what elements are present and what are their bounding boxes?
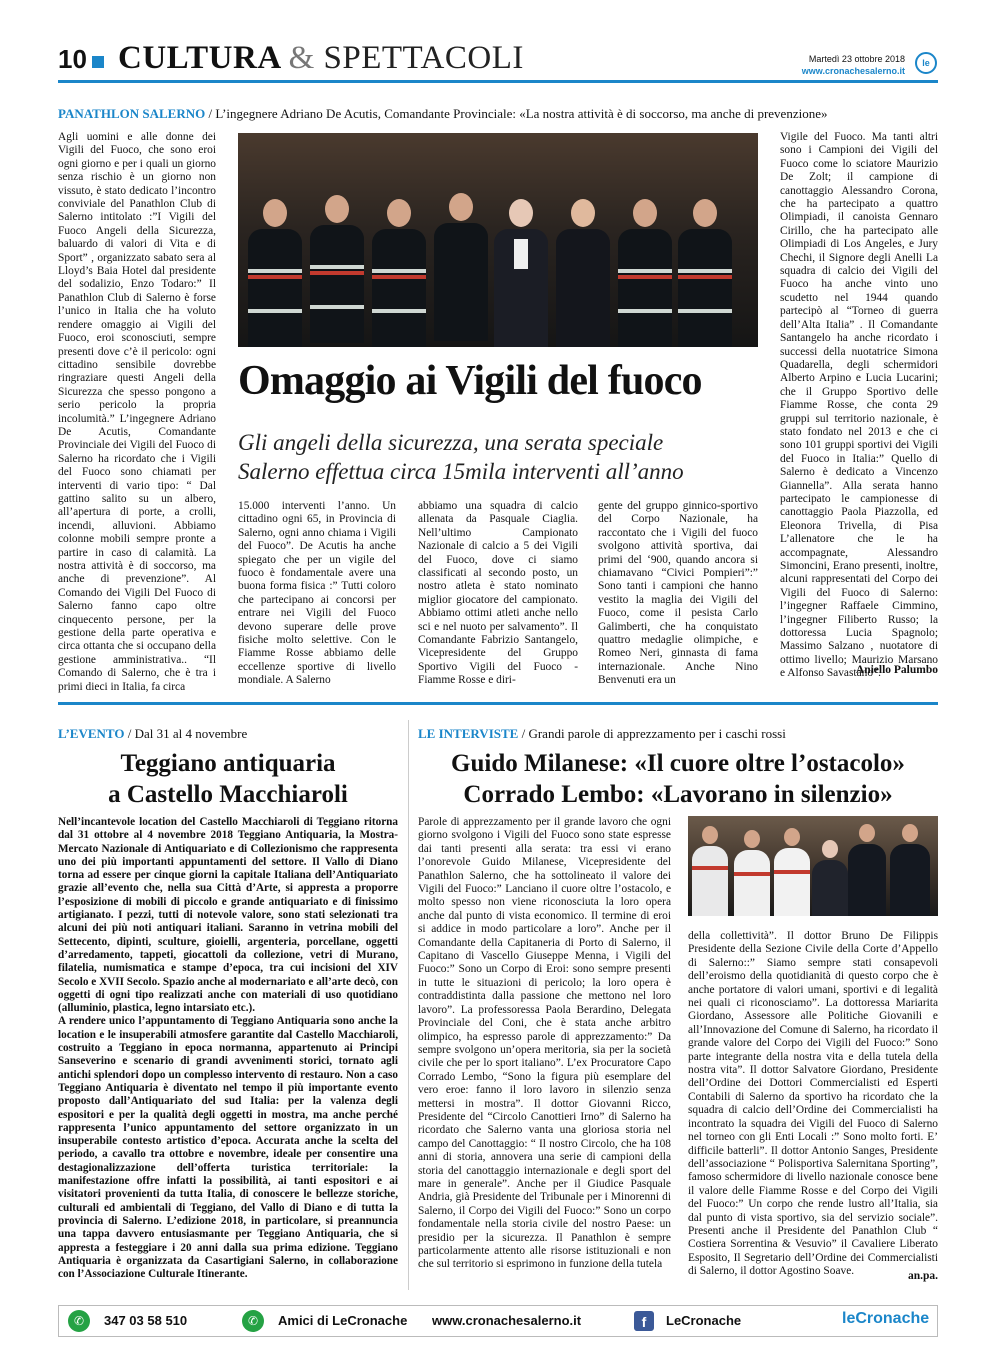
article1-col4-text: gente del gruppo ginnico-sportivo del Corpo Nazionale, ha raccontato che i Vigili del fuoco svolgono attività sportiva, dai primi del ‘900, quando ancora si chiamavano “Civici Pompieri”:” Sono tanti i campioni che hanno vestito la maglia dei Vigili del Fuoco, come il pesista Carlo Galimberti, che ha conquistato quattro medaglie olimpiche, e Romeo Neri, ginnasta di fama internazionale. Anche Nino Benvenuti era un (598, 500, 758, 687)
section-sub: SPETTACOLI (323, 40, 524, 76)
guests-photo (688, 816, 938, 916)
footer-whatsapp-label[interactable]: Amici di LeCronache (278, 1313, 408, 1328)
article3-headline (418, 748, 938, 810)
article1-subhead-line1: Gli angeli della sicurezza, una serata speciale (238, 430, 664, 455)
section-amp: & (288, 40, 315, 76)
firefighters-photo (238, 133, 758, 347)
article1-column-1 (58, 131, 216, 693)
article1-column-3 (418, 500, 578, 687)
article1-column-4 (598, 500, 758, 687)
article1-col5-text: Vigile del Fuoco. Ma tanti altri sono i Campioni dei Vigili del Fuoco come lo sciatore Maurizio De Zolt; il campione di canottaggio Alessandro Corona, che ha partecipato a quattro Olimpiadi, il canoista Gennaro Cirillo, che ha partecipato alle Olimpiadi di Los Angeles, e Jury Chechi, il Signore degli Anelli La squadra di calcio dei Vigili del Fuoco ha anche vinto uno scudetto nel 1944 quando partecipò al “Torneo di guerra dell’Alta Italia” . Il Comandante Santangelo ha anche ricordato i successi della nuotatrice Simona Quadarella, degli schermidori Alberto Arpino e Lucia Lucarini; che il Gruppo Sportivo delle Fiamme Rosse, che conta 29 gruppi sul territorio nazionale, è stato fondato nel 2013 e che ci sono 101 gruppi sportivi dei Vigili del Fuoco in Italia:” Quello di Salerno è dedicato a Vincenzo Giannella”. Alla serata hanno partecipato le campionesse di canottaggio Paola Piazzolla, ed Eleonora Trivella, di Pisa L’allenatore che le ha accompagnate, Alessandro Simoncini, Erano presenti, inoltre, alcuni rappresentati del Corpo dei Vigili del Fuoco di Salerno: l’ingegner Raffaele Cimmino, l’ingegner Filiberto Russo; la dottoressa Lucia Spagnolo; Massimo Salzano , nuotatore di ottimo livello; Maurizio Marsano e Alfonso Savastano”. (780, 131, 938, 680)
article1-subhead-line2: Salerno effettua circa 15mila interventi all’anno (238, 459, 684, 484)
header-date-block (802, 53, 905, 77)
article3-kicker-text: / Grandi parole di apprezzamento per i caschi rossi (521, 726, 786, 741)
article3-headline-line2: Corrado Lembo: «Lavorano in silenzio» (463, 781, 893, 808)
footer-site-link[interactable]: www.cronachesalerno.it (432, 1313, 582, 1328)
section-main: CULTURA (118, 40, 280, 76)
section-rule (58, 702, 938, 705)
article3-col1-text: Parole di apprezzamento per il grande lavoro che ogni giorno svolgono i Vigili del Fuoco sono state espresse dai tanti presenti alla serata: tra essi vi erano l’onorevole Guido Milanese, Vicepresidente del Panathlon Salerno, che ha sottolineato il valore dei Vigili del Fuoco:” Lanciano il cuore oltre l’ostacolo, e molto spesso non viene riconosciuta la loro opera anche dal punto di vista economico. Il termine di eroi si addice in modo particolare a loro”. Anche per il Comandante della Capitaneria di Porto di Salerno, il Capitano di Vascello Giuseppe Menna, i Vigili del Fuoco:” Sono un Corpo di Eroi: sono sempre presenti in tutte le situazioni di pericolo; la loro opera è contraddistinta dalla passione che mettono nel loro lavoro”. La professoressa Paola Berardino, Delegata Provinciale del Coni, che è stata anche arbitro olimpico, ha espresso parole di apprezzamento:” Da sempre svolgono un’opera meritoria, sia per la società civile che per lo sport italiano”. L’ex Procuratore Capo Corrado Lembo, “Sono la figura più esemplare del vero eroe: fanno il loro lavoro in silenzio senza mettersi in mostra”. Il dottor Giovanni Ricco, Presidente del “Circolo Canottieri Irno” di Salerno ha ricordato che Salerno vanta una gloriosa storia nel campo del Canottaggio: “ Il nostro Circolo, che ha 108 anni di storia, annovera una serie di campioni della storia del canottaggio internazionale e degli sport del mare in generale”. Anche per il Giudice Pasquale Andria, già Presidente del Tribunale per i Minorenni di Salerno, il Corpo dei Vigili del Fuoco:” Sono un corpo fondamentale nella storia civile del nostro Paese: un presidio per la sicurezza. Il Panathlon è sempre particolarmente attento alle risorse istituzionali e non che sul territorio si esprimono in funzione della tutela (418, 816, 671, 1271)
whatsapp-icon: ✆ (242, 1310, 264, 1332)
article3-col2-text: della collettività”. Il dottor Bruno De Filippis Presidente della Sezione Civile della Corte d’Appello di Salerno::” Siamo sempre stati consapevoli dell’eroismo della quotidianità di questo corpo che è anche portatore di valori umani, sportivi e di legalità nei quali ci riconosciamo”. La dottoressa Mariarita Giordano, Assessore alle Politiche Giovanili e all’Innovazione del Comune di Salerno, ha ricordato il grande valore del Corpo dei Vigili del Fuoco:” Sono parte integrante della nostra vita e della tutela della nostra vita”. Il dottor Salvatore Giordano, Presidente dell’Ordine dei Dottori Commercialisti ed Esperti Contabili di Salerno da sportivo ha ricordato che la squadra di calcio dell’Ordine dei Commercialisti ha incontrato la squadra dei Vigili del Fuoco di Salerno nel torneo con gli Enti Locali :” Sono molto forti. E’ difficile batterli”. Il dottor Antonio Sanges, Presidente dell’associazione “ Polisportiva Salernitana Sporting”, famoso schermidore di livello nazionale conosce bene il valore delle Fiamme Rosse e del Corpo dei Vigili del Fuoco:” Un corpo che rende lustro all’Italia, sia dal punto di vista sportivo, sia del servizio sociale”. Presenti anche il Presidente del Panathlon Club “ Costiera Sorrentina & Vesuvio” il Cavaliere Liberato Esposito, Il Segretario dell’Ordine dei Commercialisti di Salerno, il dottor Agostino Soave. (688, 930, 938, 1278)
article3-headline-line1: Guido Milanese: «Il cuore oltre l’ostacolo» (451, 750, 905, 777)
facebook-icon: f (634, 1311, 654, 1331)
article2-body (58, 816, 398, 1286)
article1-column-2 (238, 500, 396, 687)
whatsapp-icon: ✆ (68, 1310, 90, 1332)
article2-kicker-text: / Dal 31 al 4 novembre (127, 726, 248, 741)
article3-kicker (418, 726, 938, 742)
article2-headline-line1: Teggiano antiquaria (120, 750, 336, 777)
page-number: 10 (58, 44, 87, 74)
article1-col1-text: Agli uomini e alle donne dei Vigili del Fuoco, che sono eroi ogni giorno e per i quali un giorno senza rischio è un giorno non vissuto, è stato dedicato l’incontro conviviale del Panathlon Club di Salerno intitolato :”I Vigili del Fuoco Angeli della Sicurezza, baluardo di valori di Vita e di Sport” , organizzato sabato sera al Lloyd’s Baia Hotel dal presidente del sodalizio, Enzo Todaro:” Il Panathlon Club di Salerno è forse l’unico in Italia che ha voluto rendere omaggio ai Vigili del Fuoco, eroi sconosciuti, sempre presenti dove c’è il pericolo: ogni cittadino sensibile dovrebbe ringraziare questi Angeli della Sicurezza che spesso pongono a serio pericolo la propria incolumità.” L’ingegnere Adriano De Acutis, Comandante Provinciale dei Vigili del Fuoco di Salerno ha ricordato che i Vigili del Fuoco sono chiamati per interventi di vario tipo: “ Dal gattino salito su un albero, all’apertura di porte, a crolli, incendi, alluvioni. Abbiamo colonne mobili sempre pronte a partire in caso di calamità. La nostra attività è di soccorso, ma anche di prevenzione”. Al Comando dei Vigili Del Fuoco di Salerno fanno capo oltre cinquecento persone, per la gestione della parte operativa e circa ottanta che si occupano della gestione amministrativa.. “Il Comando di Salerno, che è tra i primi dieci in Italia, fa circa (58, 131, 216, 693)
article3-column-2 (688, 930, 938, 1282)
article2-headline-line2: a Castello Macchiaroli (108, 781, 348, 808)
article2-kicker-label: L’EVENTO (58, 726, 125, 741)
article3-kicker-label: LE INTERVISTE (418, 726, 519, 741)
article1-byline: Aniello Palumbo (855, 664, 938, 676)
masthead-logo: le (915, 52, 937, 74)
article3-byline: an.pa. (880, 1270, 938, 1282)
article1-kicker (58, 106, 938, 122)
article1-col3-text: abbiamo una squadra di calcio allenata da Pasquale Ciaglia. Nell’ultimo Campionato Nazionale di calcio a 5 dei Vigili del Fuoco, dove ci siamo classificati al secondo posto, un nostro atleta è stato nominato miglior giocatore del campionato. Abbiamo ottimi atleti anche nello sci e nel nuoto per salvamento”. Il Comandante Fabrizio Santangelo, Vicepresidente del Gruppo Sportivo Vigili del Fuoco - Fiamme Rosse e diri- (418, 500, 578, 687)
article3-column-1 (418, 816, 671, 1286)
article2-headline (58, 748, 398, 810)
article2-paragraph-1: Nell’incantevole location del Castello Macchiaroli di Teggiano ritorna dal 31 ottobre al 4 novembre 2018 Teggiano Antiquaria, la Mostra-Mercato Nazionale di Antiquariato e di Collezionismo che rappresenta uno dei più importanti appuntamenti del settore. Il Vallo di Diano torna ad essere per cinque giorni la capitale Italiana dell’Antiquariato grazie all’evento che, nella sua Città d’Arte, si appresta a proporre l’esposizione di mobili di piccolo e grande antiquariato e di finissimo artigianato. I pezzi, tutti di notevole valore, sono stati selezionati tra alcuni dei più noti antiquari italiani. Saranno in vetrina mobili del Settecento, dipinti, sculture, gioielli, argenteria, porcellane, oggetti d’arredamento, tappeti, giocattoli da collezione, vetri di Murano, filatelia, numismatica e stampe d’epoca, tra cui incisioni del XIV Secolo e XVII Secolo. Spazio anche al modernariato e all’arte decò, con oggetti di ogni tipo realizzati anche con materiali di uso quotidiano (alluminio, plastica, legno intarsiato etc.). (58, 816, 398, 1015)
header-site-link[interactable]: www.cronachesalerno.it (801, 66, 905, 76)
footer-facebook-label[interactable]: LeCronache (666, 1313, 742, 1328)
issue-date: Martedì 23 ottobre 2018 (808, 54, 905, 64)
article1-kicker-label: PANATHLON SALERNO (58, 106, 206, 121)
header-rule (58, 80, 938, 83)
article1-subhead (238, 428, 768, 486)
column-divider (408, 720, 409, 1290)
article1-headline: Omaggio ai Vigili del fuoco (238, 358, 702, 404)
section-title (118, 40, 524, 77)
page-number-marker (92, 56, 104, 68)
footer-logo: leCronache (842, 1310, 930, 1327)
article1-kicker-text: / L’ingegnere Adriano De Acutis, Comandante Provinciale: «La nostra attività è di soccorso, ma anche di prevenzione» (208, 106, 828, 121)
article2-kicker (58, 726, 398, 742)
article2-paragraph-2: A rendere unico l’appuntamento di Teggiano Antiquaria sono anche la location e le insuperabili atmosfere garantite dal Castello Macchiaroli, costruito a Teggiano in epoca normanna, appartenuto ai Principi Sanseverino e scenario di grandi avvenimenti storici, tornato agli antichi splendori dopo un complesso intervento di restauro. Non a caso Teggiano Antiquaria è diventato nel tempo il più importante evento proposto dall’Antiquariato del sud Italia: per la valenza degli espositori e per la qualità degli oggetti in mostra, ma anche perché rappresenta l’unico appuntamento del settore organizzato in un insuperabile contesto artistico d’epoca. Accurata anche la scelta del periodo, a cavallo tra ottobre e novembre, ideale per consentire una destagionalizzazione dell’offerta turistica territoriale: la manifestazione offre infatti la possibilità, ai tanti espositori e ai visitatori provenienti da tutta Italia, di conoscere le bellezze storiche, culturali ed ambientali di Teggiano, del Vallo di Diano e di tutta la provincia di Salerno. L’edizione 2018, in particolare, si preannuncia una tappa davvero entusiasmante per Teggiano Antiquaria, che si appresta a festeggiare i 20 anni dalla sua prima edizione. Teggiano Antiquaria è organizzata da Casartigiani Salerno, in collaborazione con l’Associazione Culturale Itinerante. (58, 1015, 398, 1281)
article1-col2-text: 15.000 interventi l’anno. Un cittadino ogni 65, in Provincia di Salerno, ogni anno chiama i Vigili del Fuoco”. De Acutis ha anche spiegato che per un vigile del fuoco è fondamentale avere una buona forma fisica :” Tutti coloro che partecipano ai concorsi per entrare nei Vigili del Fuoco devono superare delle prove fisiche molto selettive. Con le Fiamme Rosse abbiamo delle eccellenze sportive di livello mondiale. A Salerno (238, 500, 396, 687)
footer-phone[interactable]: 347 03 58 510 (104, 1313, 188, 1328)
